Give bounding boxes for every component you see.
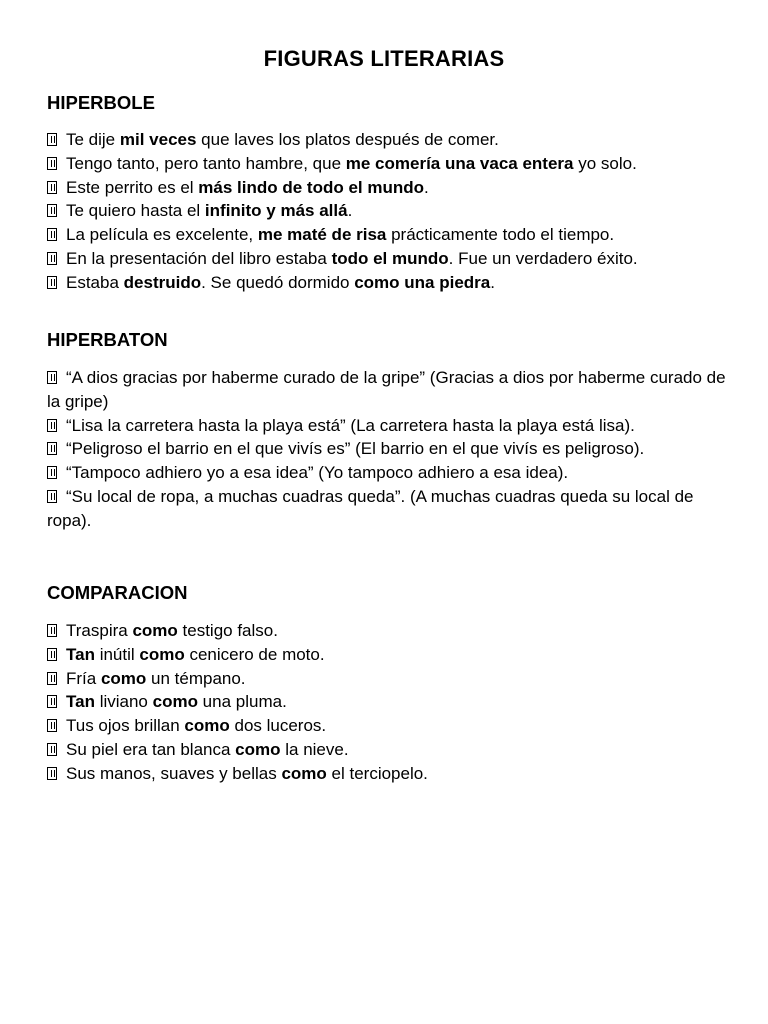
item-text: Sus manos, suaves y bellas (66, 763, 282, 783)
item-text: . (490, 272, 495, 292)
item-text: En la presentación del libro estaba (66, 248, 332, 268)
item-text: cenicero de moto. (184, 644, 325, 664)
bullet-icon (47, 228, 57, 241)
item-text: Fría (66, 668, 101, 688)
item-text: “Su local de ropa, a muchas cuadras queda”. (A muchas cuadras queda su local de ropa). (47, 486, 694, 530)
item-text: un témpano. (146, 668, 246, 688)
item-text: la nieve. (280, 739, 349, 759)
bullet-icon (47, 157, 57, 170)
list-item (47, 485, 737, 533)
item-text: Traspira (66, 621, 133, 640)
bullet-icon (47, 695, 57, 708)
item-text: el terciopelo. (326, 763, 428, 783)
emphasized-text: me comería una vaca entera (345, 153, 574, 173)
bullet-icon (47, 252, 57, 265)
list-item (47, 619, 737, 643)
list-item (47, 366, 737, 414)
list-item (47, 128, 737, 152)
item-text: liviano (94, 692, 153, 712)
item-text: yo solo. (573, 153, 637, 173)
emphasized-text: todo el mundo (331, 248, 449, 268)
bullet-icon (47, 624, 57, 637)
emphasized-text: como (184, 716, 230, 736)
item-text: Te quiero hasta el (66, 201, 205, 221)
item-text: . Fue un verdadero éxito. (448, 248, 638, 268)
item-text: . Se quedó dormido (201, 272, 355, 292)
bullet-icon (47, 181, 57, 194)
emphasized-text: como (235, 739, 281, 759)
section-heading-comparacion: COMPARACION (47, 582, 188, 603)
item-text: testigo falso. (177, 621, 278, 640)
item-text: Te dije (66, 130, 120, 149)
item-text: . (347, 201, 353, 221)
item-text: “A dios gracias por haberme curado de la gripe” (Gracias a dios por haberme curado de la gripe) (47, 368, 726, 411)
list-item (47, 690, 737, 714)
emphasized-text: como (281, 763, 327, 783)
list-item (47, 223, 737, 247)
list-item (47, 176, 737, 200)
item-text: Tus ojos brillan (66, 716, 185, 736)
emphasized-text: Tan (66, 692, 95, 712)
bullet-icon (47, 276, 57, 289)
item-text: . (424, 177, 429, 197)
emphasized-text: como una piedra (354, 272, 491, 292)
bullet-icon (47, 371, 57, 384)
hiperbole-list (47, 128, 737, 295)
bullet-icon (47, 648, 57, 661)
bullet-icon (47, 419, 57, 432)
item-text: prácticamente todo el tiempo. (386, 225, 615, 245)
bullet-icon (47, 133, 57, 146)
list-item (47, 738, 737, 762)
item-text: Estaba (66, 272, 124, 292)
list-item (47, 271, 737, 295)
item-text: “Tampoco adhiero yo a esa idea” (Yo tampoco adhiero a esa idea). (66, 463, 569, 483)
list-item (47, 762, 737, 786)
emphasized-text: como (100, 668, 147, 688)
list-item (47, 199, 737, 223)
list-item (47, 414, 737, 438)
item-text: “Peligroso el barrio en el que vivís es” (El barrio en el que vivís es peligroso). (66, 439, 645, 459)
item-text: “Lisa la carretera hasta la playa está” (La carretera hasta la playa está lisa). (66, 415, 635, 435)
emphasized-text: más lindo de todo el mundo (198, 177, 425, 197)
emphasized-text: como (132, 621, 178, 640)
item-text: que laves los platos después de comer. (196, 130, 499, 149)
emphasized-text: como (139, 644, 185, 664)
hiperbaton-list (47, 366, 737, 533)
bullet-icon (47, 719, 57, 732)
bullet-icon (47, 743, 57, 756)
section-heading-hiperbaton: HIPERBATON (47, 329, 168, 350)
bullet-icon (47, 442, 57, 455)
emphasized-text: infinito y más allá (204, 201, 348, 221)
emphasized-text: como (152, 692, 198, 712)
bullet-icon (47, 466, 57, 479)
list-item (47, 152, 737, 176)
emphasized-text: Tan (66, 644, 95, 664)
bullet-icon (47, 490, 57, 503)
item-text: La película es excelente, (66, 225, 258, 245)
bullet-icon (47, 672, 57, 685)
emphasized-text: destruido (123, 272, 202, 292)
list-item (47, 714, 737, 738)
bullet-icon (47, 204, 57, 217)
bullet-icon (47, 767, 57, 780)
item-text: dos luceros. (229, 716, 327, 736)
list-item (47, 247, 737, 271)
emphasized-text: me maté de risa (257, 225, 387, 245)
comparacion-list (47, 619, 737, 786)
document-title: FIGURAS LITERARIAS (263, 46, 505, 71)
list-item (47, 437, 737, 461)
section-heading-hiperbole: HIPERBOLE (47, 92, 155, 113)
item-text: Tengo tanto, pero tanto hambre, que (66, 153, 346, 173)
item-text: Su piel era tan blanca (66, 739, 236, 759)
emphasized-text: mil veces (119, 130, 197, 149)
list-item (47, 667, 737, 691)
item-text: Este perrito es el (66, 177, 199, 197)
list-item (47, 461, 737, 485)
item-text: inútil (94, 644, 140, 664)
list-item (47, 643, 737, 667)
item-text: una pluma. (197, 692, 287, 712)
